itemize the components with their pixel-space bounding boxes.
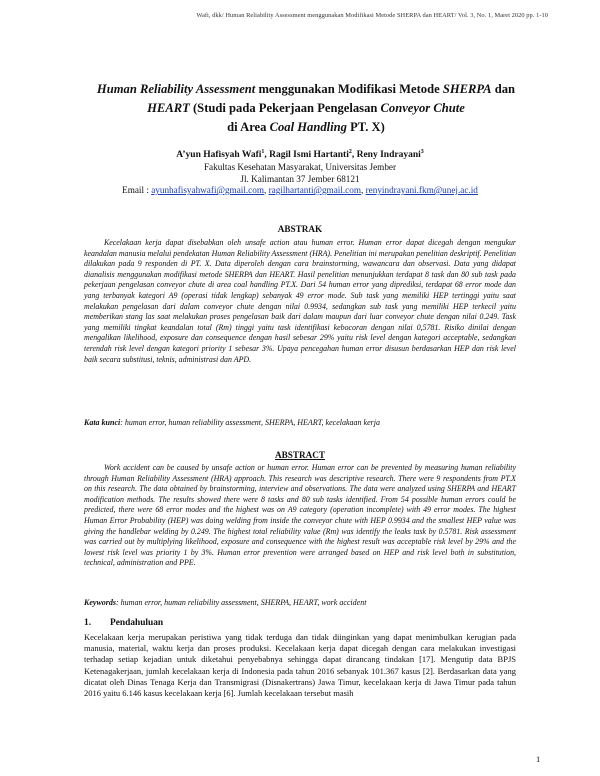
kata-kunci-label: Kata kunci <box>84 418 121 427</box>
page-number: 1 <box>536 754 541 764</box>
email-link-1[interactable]: ayunhafisyahwafi@gmail.com <box>151 185 264 195</box>
affiliation-line-1: Fakultas Kesehatan Masyarakat, Universitas Jember <box>203 162 397 172</box>
title-part: di Area <box>227 120 270 134</box>
email-link-2[interactable]: ragilhartanti@gmail.com <box>268 185 361 195</box>
title-part: HEART <box>147 101 190 115</box>
author-2-affil: 2 <box>348 149 352 155</box>
title-part: Human Reliability Assessment <box>96 82 256 96</box>
kata-kunci <box>84 418 516 429</box>
title-part: (Studi pada Pekerjaan Pengelasan <box>189 101 381 115</box>
abstrak-text: Kecelakaan kerja dapat disebabkan oleh unsafe action atau human error. Human error dapat dicegah dengan mengukur keandalan manusia melalui pendekatan Human Reliability Assessment (HRA). Penelitian ini merupakan penelitian deskriptif. Penelitian dilakukan pada 9 responden di PT. X. Data diperoleh dengan cara brainstorming, wawancara dan observasi. Data yang didapat dianalisis menggunakan modifikasi metode SHERPA dan HEART. Hasil penelitian menunjukkan terdapat 8 task dan 80 sub task pada pekerjaan pengelasan conveyor chute di area coal handling PT.X. Dari 54 human error yang diprediksi, terdapat 68 error mode dan yang terbanyak kategori A9 (operasi tidak lengkap) sebanyak 49 error mode. Sub task yang memiliki HEP tertinggi yaitu saat melakukan pengelasan dari dalam conveyor chute dengan nilai 0.9934, sedangkan sub task yang memiliki HEP terkecil yaitu memberikan stang las saat melakukan proses pengelasan baik dari dalam maupun dari luar conveyor chute dengan nilai 0.249. Task yang memiliki tingkat keandalan total (Rm) tinggi yaitu task identifikasi kebocoran dengan nilai 0,5781. Risiko dinilai dengan mengalikan likelihood, exposure dan consequence dengan hasil sebesar 29% yaitu risk level dengan kategori acceptable, sedangkan terendah risk level dengan kategori priority 1 sebesar 3%. Upaya pencegahan human error disusun berdasarkan HEP dan risk level baik secara substitusi, teknis, administrasi dan APD. <box>84 238 516 364</box>
author-3: , Reny Indrayani <box>351 150 421 161</box>
email-label: Email : <box>122 185 152 195</box>
title-part: menggunakan Modifikasi Metode <box>255 82 443 96</box>
title-part: PT. X) <box>346 120 385 134</box>
author-list <box>60 149 540 160</box>
kata-kunci-text: : human error, human reliability assessment, SHERPA, HEART, kecelakaan kerja <box>120 418 380 427</box>
author-1-affil: 1 <box>261 149 265 155</box>
keywords-text: : human error, human reliability assessment, SHERPA, HEART, work accident <box>116 598 367 607</box>
running-header: Wafi, dkk/ Human Reliability Assessment menggunakan Modifikasi Metode SHERPA dan HEART/ Vol. 3, No. 1, Maret 2020 pp. 1-10 <box>196 12 548 19</box>
abstract-heading: ABSTRACT <box>274 450 326 460</box>
title-part: Conveyor Chute <box>380 101 465 115</box>
author-3-affil: 3 <box>420 149 424 155</box>
section-1-title: Pendahuluan <box>110 618 164 628</box>
keywords-label: Keywords <box>84 598 116 607</box>
author-1: A’yun Hafisyah Wafi <box>176 150 262 161</box>
section-1-text: Kecelakaan kerja merupakan peristiwa yang tidak terduga dan tidak diinginkan yang dapat menimbulkan kerugian pada manusia, material, waktu kerja dan proses produksi. Kecelakaan kerja dapat dicegah dengan cara melakukan investigasi terhadap setiap kejadian untuk diketahui penyebabnya sehingga dapat dirancang tindakan [17]. Mengutip data BPJS Ketenagakerjaan, jumlah kecelakaan kerja di Indonesia pada tahun 2016 sebanyak 101.367 kasus [2]. Berdasarkan data yang dicatat oleh Dinas Tenaga Kerja dan Transmigrasi (Disnakertrans) Jawa Timur, kecelakaan kerja di Jawa Timur pada tahun 2016 yaitu 6.146 kasus kecelakaan kerja [6]. Jumlah kecelakaan tersebut masih <box>84 632 516 699</box>
title-part: Coal Handling <box>269 120 347 134</box>
paper-title <box>70 80 542 137</box>
affiliation-line-2: Jl. Kalimantan 37 Jember 68121 <box>240 174 360 184</box>
email-line <box>60 185 540 195</box>
section-1-number: 1. <box>84 618 92 628</box>
email-separator: , <box>361 185 366 195</box>
title-part: SHERPA <box>442 82 492 96</box>
abstrak-heading: ABSTRAK <box>277 224 323 234</box>
email-separator: , <box>264 185 269 195</box>
author-2: , Ragil Ismi Hartanti <box>264 150 349 161</box>
email-link-3[interactable]: renyindrayani.fkm@unej.ac.id <box>365 185 478 195</box>
title-part: dan <box>491 82 516 96</box>
keywords <box>84 598 516 609</box>
abstract-text: Work accident can be caused by unsafe action or human error. Human error can be prevented by measuring human reliability through Human Reliability Assessment (HRA) approach. This research was descriptive research. There were 9 respondents from PT.X on this research. The data obtained by brainstorming, interview and observations. The data were analyzed using SHERPA and HEART modification methods. The results showed there were 8 tasks and 80 sub tasks identified. From 54 possible human errors could be predicted, there were 68 error modes and the highest was on A9 category (operation incomplete) with 49 error modes. The highest Human Error Probability (HEP) was doing welding from inside the conveyor chute with HEP 0.9934 and the smallest HEP value was giving the handlebar welding by 0.249. The highest total reliability value (Rm) was identify the leaks task by 0.5781. Risk assessment was carried out by multiplying likelihood, exposure and consequence with the highest result was acceptable risk level by 29% and the lowest risk level was priority 1 by 3%. Human error prevention were arranged based on HEP and risk level both in substitution, technical, administration and PPE. <box>84 463 516 568</box>
section-1-heading <box>84 618 163 628</box>
